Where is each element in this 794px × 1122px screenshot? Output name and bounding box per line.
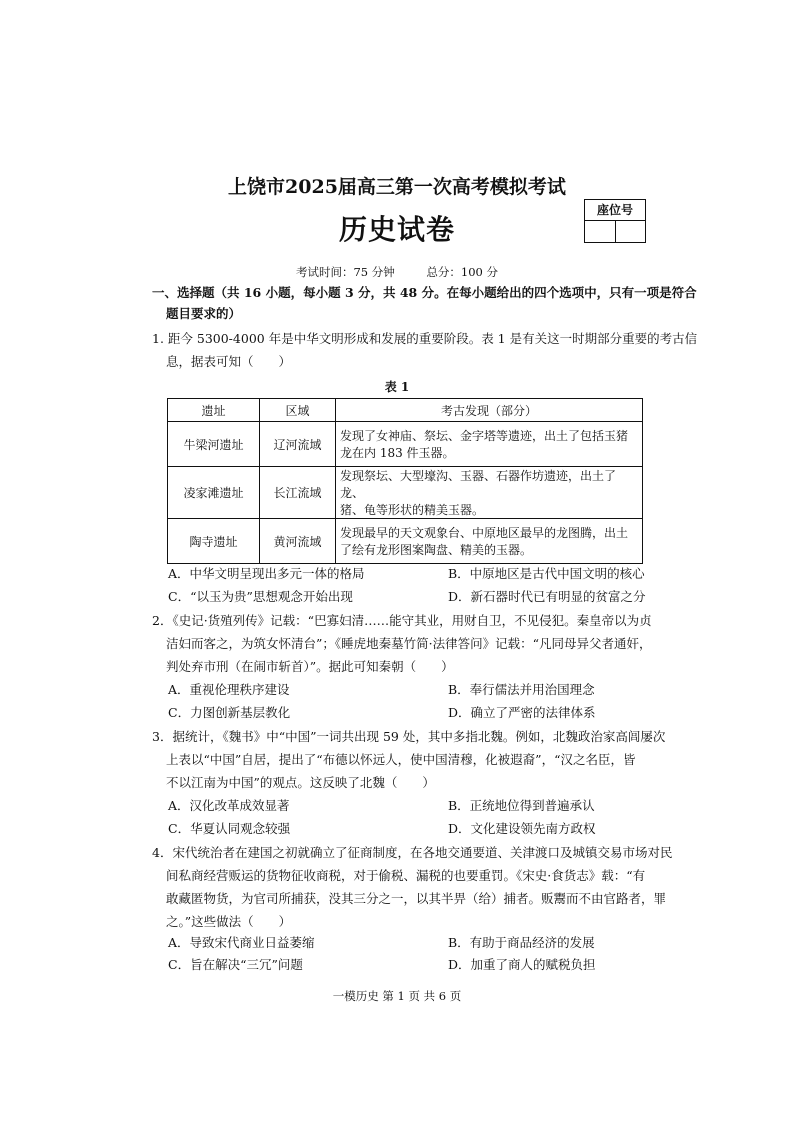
finding-cell <box>336 519 643 564</box>
q3-stem-line2: 上表以“中国”自居，提出了“布德以怀远人，使中国清穆，化被遐裔”，“汉之名臣，皆 <box>166 752 636 767</box>
q2-stem-line2: 洁妇而客之，为筑女怀清台”；《睡虎地秦墓竹简·法律答问》记载：“凡同母异父者通奸， <box>166 636 652 651</box>
q1-option-c: C．“以玉为贵”思想观念开始出现 <box>168 589 353 604</box>
seat-cell-right <box>616 221 646 242</box>
page-footer: 一模历史 第 1 页 共 6 页 <box>332 989 462 1003</box>
q3-option-d: D．文化建设领先南方政权 <box>448 821 596 836</box>
region-cell: 长江流域 <box>260 467 336 519</box>
exam-title: 上饶市2025届高三第一次高考模拟考试 <box>228 176 566 198</box>
q1-stem-line2: 息，据表可知（ ） <box>166 354 292 369</box>
q3-stem-line1: 3．据统计，《魏书》中“中国”一词共出现 59 处，其中多指北魏。例如，北魏政治家高闾屡次 <box>152 729 666 744</box>
q3-option-b: B．正统地位得到普遍承认 <box>448 798 595 813</box>
section-heading-line2: 题目要求的） <box>166 306 242 321</box>
q2-stem-line3: 判处弃市刑（在闹市斩首）”。据此可知秦朝（ ） <box>166 659 454 674</box>
q2-option-c: C．力图创新基层教化 <box>168 705 291 720</box>
exam-meta <box>0 264 794 280</box>
q2-stem-line1: 2．《史记·货殖列传》记载：“巴寡妇清……能守其业，用财自卫，不见侵犯。秦皇帝以为贞 <box>152 613 652 628</box>
q4-option-a: A．导致宋代商业日益萎缩 <box>168 935 315 950</box>
q4-option-b: B．有助于商品经济的发展 <box>448 935 595 950</box>
finding-line: 了绘有龙形图案陶盘、精美的玉器。 <box>340 543 533 557</box>
q4-stem-line2: 间私商经营贩运的货物征收商税，对于偷税、漏税的也要重罚。《宋史·食货志》载：“有 <box>166 868 646 883</box>
table-row <box>168 422 643 467</box>
q1-stem-line1: 1. 距今 5300-4000 年是中华文明形成和发展的重要阶段。表 1 是有关这一时期部分重要的考古信 <box>152 331 698 346</box>
section-heading-line1: 一、选择题（共 16 小题，每小题 3 分，共 48 分。在每小题给出的四个选项中，只有一项是符合 <box>152 285 697 300</box>
table-caption: 表 1 <box>384 380 410 394</box>
q2-option-b: B．奉行儒法并用治国理念 <box>448 682 595 697</box>
table-header-row <box>168 399 643 422</box>
table-row <box>168 519 643 564</box>
q3-stem-line3: 不以江南为中国”的观点。这反映了北魏（ ） <box>166 775 435 790</box>
seat-number-box <box>584 199 646 243</box>
q4-stem-line3: 敢藏匿物货，为官司所捕获，没其三分之一，以其半畀（给）捕者。贩鬻而不由官路者，罪 <box>166 891 667 906</box>
seat-label: 座位号 <box>585 200 645 221</box>
archaeology-table <box>167 398 643 564</box>
finding-line: 发现祭坛、大型壕沟、玉器、石器作坊遗迹，出土了龙、 <box>340 469 617 500</box>
region-cell: 辽河流域 <box>260 422 336 467</box>
site-cell: 陶寺遗址 <box>168 519 260 564</box>
q4-option-c: C．旨在解决“三冗”问题 <box>168 957 303 972</box>
finding-line: 发现最早的天文观象台、中原地区最早的龙图腾，出土 <box>340 526 629 540</box>
finding-line: 猪、龟等形状的精美玉器。 <box>340 503 485 517</box>
table-header-cell: 区域 <box>260 399 336 422</box>
subject-title: 历史试卷 <box>338 213 455 246</box>
q1-option-d: D．新石器时代已有明显的贫富之分 <box>448 589 646 604</box>
q4-stem-line4: 之。”这些做法（ ） <box>166 914 292 929</box>
site-cell: 凌家滩遗址 <box>168 467 260 519</box>
seat-cell-left <box>585 221 616 242</box>
q2-option-d: D．确立了严密的法律体系 <box>448 705 596 720</box>
table-row <box>168 467 643 519</box>
q1-option-b: B．中原地区是古代中国文明的核心 <box>448 566 645 581</box>
q2-option-a: A．重视伦理秩序建设 <box>168 682 290 697</box>
site-cell: 牛梁河遗址 <box>168 422 260 467</box>
finding-line: 龙在内 183 件玉器。 <box>340 446 455 460</box>
table-header-cell: 考古发现（部分） <box>336 399 643 422</box>
q4-stem-line1: 4．宋代统治者在建国之初就确立了征商制度，在各地交通要道、关津渡口及城镇交易市场对民 <box>152 845 673 860</box>
finding-line: 发现了女神庙、祭坛、金字塔等遗迹，出土了包括玉猪 <box>340 429 629 443</box>
finding-cell <box>336 422 643 467</box>
exam-time: 考试时间：75 分钟 <box>295 265 395 279</box>
exam-total-score: 总分：100 分 <box>426 265 499 279</box>
q4-option-d: D．加重了商人的赋税负担 <box>448 957 596 972</box>
region-cell: 黄河流域 <box>260 519 336 564</box>
q3-option-c: C．华夏认同观念较强 <box>168 821 291 836</box>
q3-option-a: A．汉化改革成效显著 <box>168 798 290 813</box>
table-header-cell: 遗址 <box>168 399 260 422</box>
q1-option-a: A．中华文明呈现出多元一体的格局 <box>168 566 365 581</box>
finding-cell <box>336 467 643 519</box>
